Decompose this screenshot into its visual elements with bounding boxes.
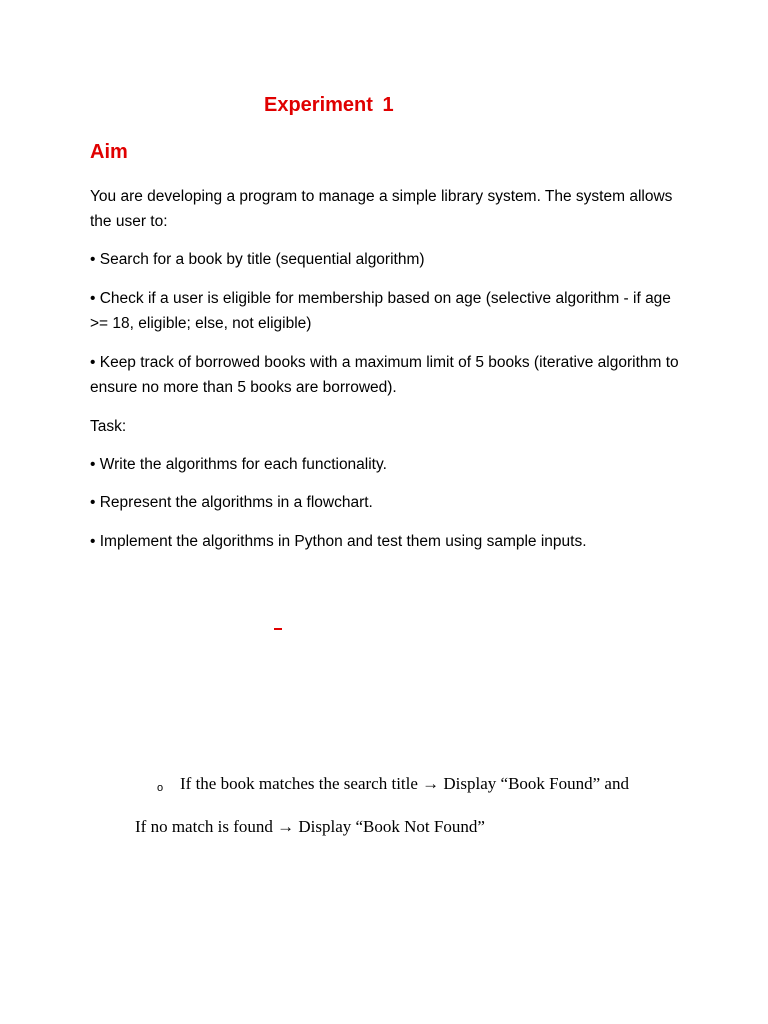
condition-line-found: If the book matches the search title → Display “Book Found” and [180, 774, 629, 793]
hollow-bullet-icon: o [157, 782, 164, 794]
feature-item-borrow-limit: • Keep track of borrowed books with a maximum limit of 5 books (iterative algorithm to ensure no more than 5 books are borrowed). [90, 354, 679, 396]
red-dash-mark [274, 628, 282, 630]
task-label: Task: [90, 418, 127, 435]
condition-line-not-found: If no match is found → Display “Book Not Found” [135, 817, 485, 836]
feature-item-search: • Search for a book by title (sequential algorithm) [90, 251, 425, 268]
intro-paragraph: You are developing a program to manage a simple library system. The system allows the user to: [90, 188, 673, 230]
feature-item-membership: • Check if a user is eligible for membership based on age (selective algorithm - if age >= 18, eligible; else, not eligible) [90, 290, 671, 332]
aim-heading: Aim [90, 141, 128, 163]
task-item-flowchart: • Represent the algorithms in a flowchart. [90, 494, 373, 511]
task-item-algorithms: • Write the algorithms for each functionality. [90, 456, 387, 473]
task-item-python: • Implement the algorithms in Python and test them using sample inputs. [90, 533, 587, 550]
experiment-title: Experiment 1 [264, 94, 394, 116]
